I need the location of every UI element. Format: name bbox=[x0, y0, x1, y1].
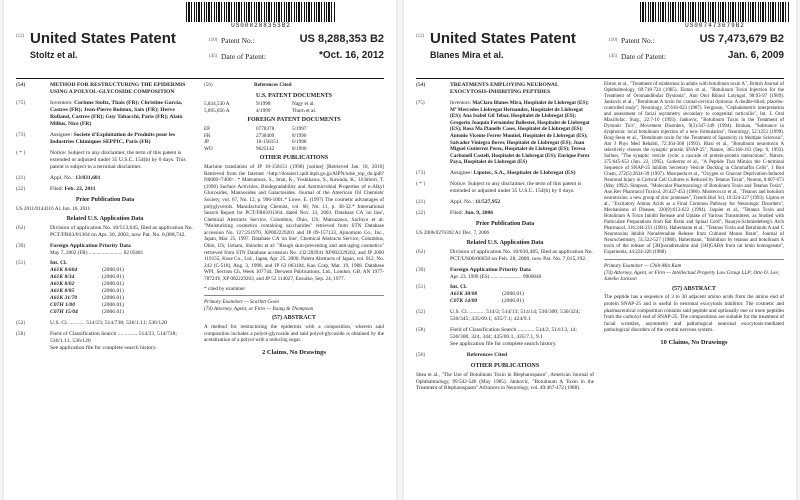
claims-count: 10 Claims, No Drawings bbox=[660, 338, 728, 346]
references-continued: Elston et al., "Treatment of strabismus in adults with botulinum toxin A", British Journal of Ophthalmology, 69:718-724 (1985). Elston et al., "Botulinum Toxin Injection for the Treatment of Oromandibular Dystonia", Ann Otol Rhinol Laryngol, 98:93-97 (1989). Jankovic et al., "Botulinum A toxin for cranial-cervical dystonia: A double-blind, placebo-controlled study", Neurology, 37:616-623 (1987). Ferguson, "Cephalometric interpretation and assessment of facial asymmetry secondary to congenital torticollis", Int. J. Oral Maxillofac. Surg., 22:7-10 (1993). Jankovic, "Botulinum Toxin in the Treatment of Dystonic Tics", Movement Disorders, 9(3):347-349 (1994). Brohan, "Substance in dysphonia: local botulinum injection of a new formulation", Neurology, 52:1253 (1999). Borg-Stein et al., "Botulinum toxin for the Treatment of Spasticity in Multiple Sclerosis", Am J Phys Med Rehabil, 72:364-368 (1993). Blasi et al., "Botulinum neurotoxin A selectively cleaves the synaptic protein SNAP-25", Nature, 365:160-163 (Sep. 9, 1993). Sollner, "The synaptic vesicle cycle: a cascade of protein-protein interactions", Nature, 375:645-653 (Jun. 22, 1995). Gutierrez et al., "A Peptide That Mimics the C-terminal Sequence of SNAP-25 Inhibits Secretory Vesicle Docking in Chromaffin Cells", J Biol Chem, 272(5):2634-39 (1997). Mosqueda et al., "Oxygen or Glucose Deprivation-Induced Neuronal Injury in Cortical Cell Cultures is Reduced by Tetanus Toxin", Neuron, 8:667-673 (May 1992). Simpson, "Molecular Pharmacology of Botulinum Toxin and Tetanus Toxin", Ann Rev Pharmacol Toxicol, 26:427-453 (1986). Montecucco et al., "Tetanus and botulism neurotoxins: a new group of zinc proteases", Trends Biol Sci, 18:324-327 (1993). Lipton et al., "Excitatory Amino Acids as a Final Common Pathway for Neurologic Disorders", Mechanisms of Disease, 330(9):613-622 (1994). Jaquier et al., "Tetanus Toxin and Botulinum A Toxin Inhibit Release and Uptake of Various Transmitters, as Studied with Particulate Preparations from Rat Brain and Spinal Cord", Naunyn-Schmiedeberg's Arch Pharmacol, 316:244-251 (1981). Habermann et al., "Tetanus Toxin and Botulinum A and C Neurotoxins Inhibit Noradrenaline Release from Cultured Mouse Brain", Journal of Neurochemistry, 51:522-527 (1988). Habermann, "Inhibition by tetanus and botulinum A toxin of the release of [3H]noradrenaline and [3H]GABA from rat brain homogenate", Experientia, 44:224-226 (1988). bbox=[604, 82, 784, 255]
inid-code: (10) bbox=[609, 38, 618, 43]
barcode-number: US007473679B2 bbox=[685, 22, 745, 29]
related-application-heading: Related U.S. Application Data bbox=[466, 239, 544, 246]
left-column bbox=[416, 82, 594, 392]
patent-page-right bbox=[404, 0, 796, 500]
patent-number: US 8,288,353 B2 bbox=[299, 33, 384, 45]
foreign-priority: (30) Foreign Application Priority Data May 7, 2002 (FR) .......................... 02 05681 bbox=[16, 242, 144, 256]
patent-number-label: Patent No.: bbox=[221, 36, 255, 45]
invention-title: (54) METHOD FOR RESTRUCTURING THE EPIDERMIS USING A POLYOL-GLYCOSIDE COMPOSITION bbox=[16, 82, 186, 95]
foreign-priority: (30) Foreign Application Priority Data Apr. 23, 1999 (ES) ........................ 9900848 bbox=[416, 266, 542, 280]
foreign-patent-doc-row: EP 0770378 5/1997 bbox=[204, 125, 307, 132]
barcode bbox=[186, 2, 336, 29]
application-number: (21) Appl. No.: 11/527,952 bbox=[416, 198, 501, 205]
barcode-number: US008288353B2 bbox=[231, 22, 291, 29]
filed-date: (22) Filed: Jun. 9, 2006 bbox=[416, 209, 494, 216]
prior-publication-heading: Prior Publication Data bbox=[475, 220, 535, 227]
other-publications: Shea et al., "The Use of Botulinum Toxin in Blepharospasm", American Journal of Ophthalmology, 99:542-546 (May 1985). Jankovic, "Botulinum A Toxin in the Treatment of Blepharospasm" Advances in Neurology, vol. 49:467-472 (1988). bbox=[416, 372, 594, 392]
int-cl-list bbox=[50, 267, 194, 316]
other-publications-heading: OTHER PUBLICATIONS bbox=[259, 155, 329, 162]
int-cl-row: C07H 15/04 (2006.01) bbox=[50, 309, 124, 316]
notice-field: ( * ) Notice: Subject to any disclaimer, the term of this patent is extended or adjusted under 35 U.S.C. 154(b) by 0 days. This patent is subject to a terminal disclaimer. bbox=[16, 150, 186, 170]
barcode bbox=[640, 2, 790, 29]
references-cited: (56) References Cited bbox=[416, 352, 508, 359]
int-cl-list bbox=[450, 291, 594, 305]
cited-by-examiner: * cited by examiner bbox=[204, 285, 246, 292]
us-cl: (52) U.S. Cl. ........... 514/23; 514/738; 536/1.11; 536/120 bbox=[16, 320, 167, 327]
patent-page-left bbox=[4, 0, 396, 500]
patent-date: Jan. 6, 2009 bbox=[727, 50, 784, 61]
claims-count: 2 Claims, No Drawings bbox=[262, 348, 326, 356]
invention-title: (54) TREATMENTS EMPLOYING NEURONAL EXOCYTOSIS-INHIBITING PEPTIDES bbox=[416, 82, 559, 95]
primary-examiner: Primary Examiner — Scarlett Goon bbox=[204, 299, 279, 306]
int-cl-row: A61K 8/604 (2006.01) bbox=[50, 267, 124, 274]
related-application: (62) Division of application No. 10/030,485, filed as application No. PCT/US00/06058 on Feb. 28, 2000, now Pat. No. 7,015,192. bbox=[416, 248, 593, 262]
attorney: (74) Attorney, Agent, or Firm — Intellectual Property Law Group LLP; Otto O. Lee; Juneko Jackson bbox=[604, 269, 780, 283]
prior-publication-row: US 2006/0276392 A1 Dec. 7, 2006 bbox=[416, 229, 490, 236]
barcode-image bbox=[186, 2, 336, 22]
abstract-heading: (57) ABSTRACT bbox=[672, 285, 716, 292]
us-cl: (52) U.S. Cl. ........... 514/2; 514/13; 514/14; 530/300; 530/324; 530/345; 435/69.1; 435/7.1; 424/9.1 bbox=[416, 309, 581, 323]
int-cl-row: C07H 1/00 (2006.01) bbox=[50, 302, 124, 309]
foreign-patent-documents-heading: FOREIGN PATENT DOCUMENTS bbox=[247, 117, 341, 124]
int-cl: (51) Int. Cl. A61K 38/08 (2006.01) C07K 14/00 (2006.01) bbox=[416, 284, 594, 305]
patent-title-heading: United States Patent bbox=[30, 30, 176, 47]
barcode-image bbox=[640, 2, 790, 22]
us-patent-doc-row: 5,834,530 A 9/1998 Nagy et al. bbox=[204, 101, 315, 108]
foreign-patent-doc-row: WO 9625142 8/1996 bbox=[204, 145, 307, 152]
inventors-field: (75) Inventors: Corinne Stoltz, Thais (FR); Christine Garcia, Castres (FR); Jean-Pierre Boiteux, Saix (FR); Herve Rolland, Castres (FR); Guy Tabacchi, Paris (FR); Alain Millus, Nice (FR) bbox=[16, 100, 183, 127]
patent-date: *Oct. 16, 2012 bbox=[318, 50, 384, 61]
inid-code: (12) bbox=[16, 34, 25, 39]
right-column bbox=[604, 82, 784, 347]
us-patent-doc-row: 5,895,856 A 4/1999 Thurn et al. bbox=[204, 107, 317, 114]
int-cl-row: A61K 8/85 (2006.01) bbox=[50, 288, 124, 295]
int-cl-row: A61K 8/34 (2006.01) bbox=[50, 274, 124, 281]
attorney: (74) Attorney, Agent, or Firm — Young & Thompson bbox=[204, 305, 314, 312]
foreign-patent-documents bbox=[204, 126, 384, 152]
abstract-text: A method for restructuring the epidermis with a composition, wherein said composition includes a polyol-glycoside and said polyol-glycoside is obtained by the acetalization of a polyol with a reducing sugar. bbox=[204, 324, 384, 344]
patent-number-label: Patent No.: bbox=[621, 36, 655, 45]
filed-date: (22) Filed: Feb. 22, 2011 bbox=[16, 186, 96, 192]
inid-code: (12) bbox=[416, 34, 425, 39]
abstract-heading: (57) ABSTRACT bbox=[272, 315, 316, 322]
references-cited: (56) References Cited bbox=[204, 82, 292, 88]
inventors-field: (75) Inventors: MaClara Blanes Mira, Hospitalet de Llobregat (ES); Mª Mercedes Llobregat Hernandez, Hospitalet de Llobregat (ES); Ana Isabel Gil Tebar, Hospitalet de Llobregat (ES); Gregorio Joaquín Fernández Ballester, Hospitalet de Llobregat (ES); Rosa Ma Planells Cases, Hospitalet de Llobregat (ES); Antonio Vicente Ferrer Montiel, Hospitalet de Llobregat (ES); Salvador Viniegra Bover, Hospitalet de Llobregat (ES); Juan Miguel Gutierrez Perez, Hospitalet de Llobregat (ES); Teresa Carbonell Castell, Hospitalet de Llobregat (ES); Enrique Perez Paya, Hospitalet de Llobregat (ES) bbox=[416, 100, 590, 166]
assignee-field: (73) Assignee: Societe d'Exploitation de Produits pour les Industries Chimiques SEPPIC, Paris (FR) bbox=[16, 132, 176, 145]
patent-number: US 7,473,679 B2 bbox=[699, 33, 784, 45]
int-cl-row: A61K 8/02 (2006.01) bbox=[50, 281, 124, 288]
related-application-heading: Related U.S. Application Data bbox=[66, 215, 144, 222]
inid-code: (45) bbox=[209, 54, 218, 59]
prior-publication-row: US 2011/0144316 A1 Jun. 16, 2011 bbox=[16, 206, 91, 212]
int-cl: (51) Int. Cl. A61K 8/604 (2006.01) A61K 8/34 (2006.01) A61K 8/02 (2006.01) A61K 8/85 (2006.01) A61K 31/70 (2006.01) C07H 1/00 (2006.01) C07H 15/04 (2006.01) bbox=[16, 260, 194, 316]
inid-code: (45) bbox=[609, 54, 618, 59]
primary-examiner: Primary Examiner — Chih-Min Kam bbox=[604, 263, 682, 269]
left-column bbox=[16, 82, 194, 356]
lead-inventor: Stoltz et al. bbox=[30, 50, 78, 60]
int-cl-row: C07K 14/00 (2006.01) bbox=[450, 298, 524, 305]
inid-code: (10) bbox=[209, 38, 218, 43]
date-label: Date of Patent: bbox=[221, 52, 266, 61]
int-cl-row: A61K 38/08 (2006.01) bbox=[450, 291, 524, 298]
other-publications: Machine translation of JP 10-158151 (1998) [online] [Retrieved Jan. 18, 2010] Retrieved from the Internet <http://dossier1.ipdl.inpit.go.jp/AIPN/odse_top_dn.ipdl?N0000=7400>. * Matsumura, S., Imai, K., Yoshikawa, S., Kawada, K., Uchibori, T. (1990) Surface Activities, Biodegradability and Antimicrobial Properties of n-Alkyl Glucosides, Mannosides and Galactosides. Journal of the American Oil Chemists' Society, vol. 67, No. 12, p. 996-1001.* Lowe, E. (1997) The cosmetic advantages of polyglycerols. Manufacturing Chemist, vol. 68, No. 11, p. 38-32.* International Search Report for PCT/FR03/01364, dated Nov. 13, 2003. Database CA 'on line', Chemical Abstracts Service, Columbus, Ohio, US; Matsuzawa, Sachiyo et al: "Moisturizing cosmetics containing saccharides" retrieved from STN Database accession No. 127:251970, XP002229201 and JP 09-157133, Ajinomoto Co., Inc., Japan, Mar. 25, 1997. Database CA 'on line', Chemical Abstracts Service, Columbus, Ohio, US; Uehara, Shinobu et al: "Rough skin-preventing and anti-aging cosmetics" retrieved from STN Database accession No. 132:283941 XP002229202, and JP 2000 119155, Kose Co., Ltd., Japan, Apr. 25, 2000. Patent Abstracts of Japan, vol. 012, No. 243 (C-518), Aug. 3, 1998, and JP 63 063184, Kao Corp, Mar. 19, 1988. Database WPI, Section Ch, Week 107744, Derwent Publications, Ltd., London, GB, AN 1977-78724Y, XP 002229203, and JP 52 114027, Ensuiko, Sep. 24, 1977. bbox=[204, 163, 384, 283]
assignee-field: (73) Assignee: Lipotec, S.A., Hospitalet de Llobregat (ES) bbox=[416, 169, 576, 176]
patent-header bbox=[16, 30, 384, 79]
notice-field: ( * ) Notice: Subject to any disclaimer, the term of this patent is extended or adjusted under 35 U.S.C. 154(b) by 0 days. bbox=[416, 180, 582, 194]
foreign-patent-doc-row: JP 10-158151 6/1998 bbox=[204, 139, 307, 146]
search-field: (58) Field of Classification Search .............. 514/23, 514/738; 536/1.11, 536/120 See application file for complete search history. bbox=[16, 331, 177, 352]
search-field: (58) Field of Classification Search ............ 514/2, 514/13, 14; 530/300, 324, 344; 435/69.1, 435/7.1, 9.1 See application file for complete search history. bbox=[416, 327, 577, 348]
related-application: (62) Division of application No. 10/513,645, filed as application No. PCT/FR03/01364 on Apr. 30, 2003, now Pat. No. 8,088,742. bbox=[16, 224, 193, 238]
patent-title-heading: United States Patent bbox=[430, 30, 576, 47]
other-publications-heading: OTHER PUBLICATIONS bbox=[470, 363, 540, 370]
abstract-text: The peptide has a sequence of 3 to 30 adjacent amino acids from the amino end of protein SNAP-25 and is useful in neuronal exocytosis inhibitor. The cosmetic and pharmaceutical composition contains said peptide and optionally one or more peptides from the carboxyl end of SNAP-25. The compositions are suitable for the treatment of facial wrinkles, asymmetry and pathological neuronal exocytosis-mediated pathological disorders of the central nervous system. bbox=[604, 294, 784, 334]
us-patent-documents bbox=[204, 101, 384, 114]
lead-inventor: Blanes Mira et al. bbox=[430, 50, 504, 60]
prior-publication-heading: Prior Publication Data bbox=[75, 197, 135, 203]
patent-header bbox=[416, 30, 784, 79]
us-patent-documents-heading: U.S. PATENT DOCUMENTS bbox=[255, 92, 332, 99]
date-label: Date of Patent: bbox=[621, 52, 666, 61]
foreign-patent-doc-row: FR 2730409 8/1996 bbox=[204, 132, 307, 139]
int-cl-row: A61K 31/70 (2006.01) bbox=[50, 295, 124, 302]
application-number: (21) Appl. No.: 13/031,681 bbox=[16, 175, 101, 181]
right-column bbox=[204, 82, 384, 356]
